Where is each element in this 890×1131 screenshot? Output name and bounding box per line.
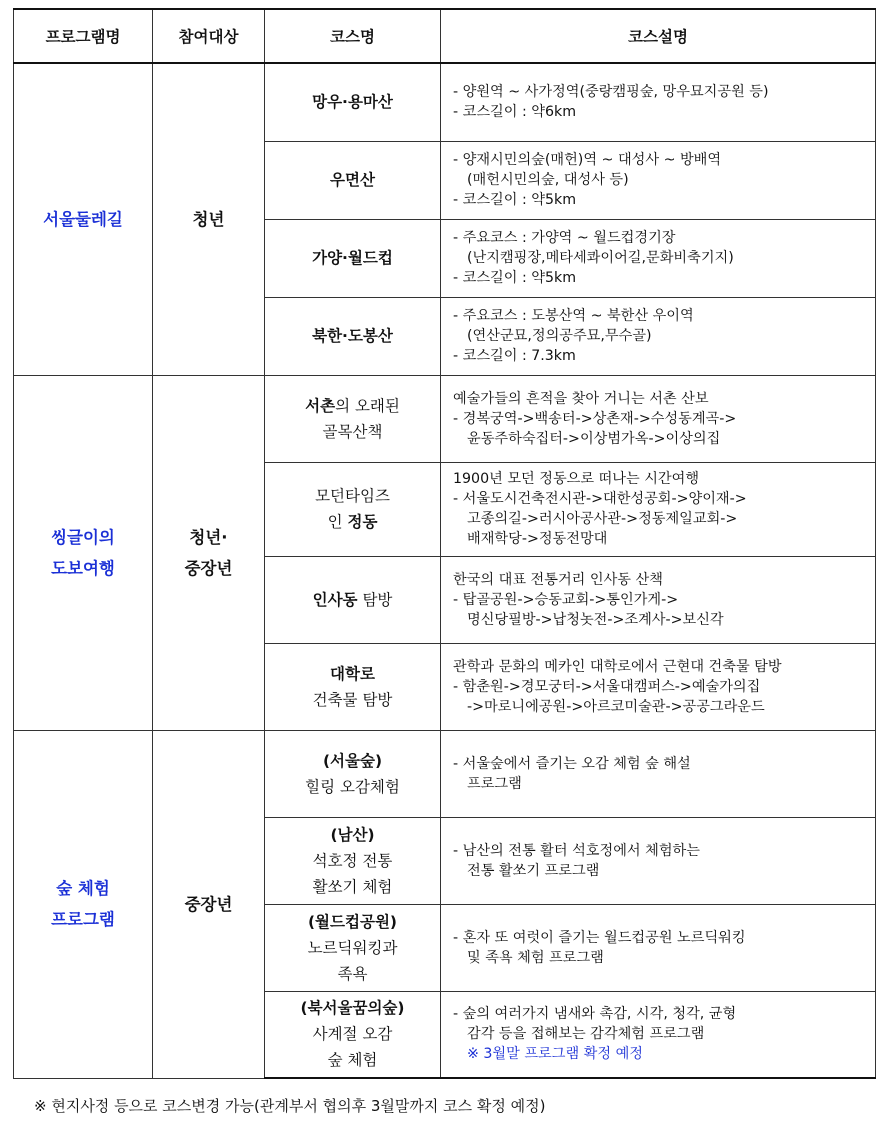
target-line: 청년: [192, 209, 225, 229]
course-name-line: [265, 89, 440, 115]
description-line: 한국의 대표 전통거리 인사동 산책: [453, 571, 663, 588]
course-name-line: [265, 774, 440, 800]
program-table: [13, 8, 876, 1079]
course-name-text: 의 오래된: [335, 396, 400, 415]
schedule-note: ※ 3월말 프로그램 확정 예정: [467, 1046, 644, 1063]
header-row: [14, 9, 876, 63]
course-name-line: [265, 323, 440, 349]
course-name-text: 북한·도봉산: [312, 327, 393, 345]
course-name-cell: [265, 297, 441, 375]
target-cell: [153, 375, 265, 730]
description-line: 예술가들의 흔적을 찾아 거니는 서촌 산보: [453, 390, 709, 407]
table-row: [14, 63, 876, 141]
description-line: - 경복궁역->백송터->상촌재->수성동계곡->: [453, 410, 737, 427]
program-name-line: 씽글이의: [51, 527, 115, 547]
course-description-cell: [441, 991, 876, 1078]
course-description-cell: [441, 556, 876, 643]
course-name-text: 석호정 전통: [312, 851, 393, 870]
description-line: - 함춘원->경모궁터->서울대캠퍼스->예술가의집: [453, 678, 761, 695]
course-description-cell: [441, 63, 876, 141]
header-program-name: 프로그램명: [14, 9, 153, 63]
description-line: - 코스길이 : 약6km: [453, 104, 577, 121]
course-name-line: [265, 687, 440, 713]
header-course-name: 코스명: [265, 9, 441, 63]
description-line: 프로그램: [467, 775, 522, 792]
course-name-line: [265, 1047, 440, 1073]
course-description-cell: [441, 462, 876, 556]
description-line: 관학과 문화의 메카인 대학로에서 근현대 건축물 탐방: [453, 658, 782, 675]
course-name-text: (서울숲): [322, 751, 383, 770]
course-name-text: (월드컵공원): [307, 912, 398, 931]
description-line: 감각 등을 접해보는 감각체험 프로그램: [467, 1026, 705, 1043]
course-name-line: [265, 393, 440, 419]
course-name-line: [265, 419, 440, 445]
course-name-text: 우면산: [330, 171, 375, 189]
description-line: - 주요코스 : 도봉산역 ~ 북한산 우이역: [453, 308, 694, 324]
program-name-line: 숲 체험: [56, 879, 110, 898]
description-line: (매헌시민의숲, 대성사 등): [467, 172, 629, 188]
description-line: (난지캠핑장,메타세콰이어길,문화비축기지): [467, 250, 734, 266]
description-line: 명신당필방->납청놋전->조계사->보신각: [467, 611, 724, 628]
course-name-cell: [265, 904, 441, 991]
description-line: - 남산의 전통 활터 석호정에서 체험하는: [453, 842, 700, 859]
description-line: - 코스길이 : 약5km: [453, 270, 577, 286]
course-name-text: (남산): [330, 825, 375, 844]
course-description-cell: [441, 141, 876, 219]
table-row: [14, 730, 876, 817]
program-name-cell: [14, 63, 153, 375]
description-line: - 양재시민의숲(매헌)역 ~ 대성사 ~ 방배역: [453, 152, 722, 168]
course-name-text: 족욕: [337, 964, 368, 983]
course-description-cell: [441, 904, 876, 991]
course-name-text: 노르딕워킹과: [307, 938, 398, 957]
course-name-line: [265, 587, 440, 613]
course-name-text: 활쏘기 체험: [312, 877, 393, 896]
course-name-text: 힐링 오감체험: [305, 777, 400, 796]
course-name-line: [265, 748, 440, 774]
course-name-line: [265, 822, 440, 848]
course-name-line: [265, 909, 440, 935]
description-line: 및 족욕 체험 프로그램: [467, 949, 604, 966]
description-line: - 숲의 여러가지 냄새와 촉감, 시각, 청각, 균형: [453, 1006, 737, 1023]
course-name-text: 대학로: [330, 664, 375, 683]
course-name-text: 인사동: [312, 590, 358, 609]
course-description-cell: [441, 375, 876, 462]
course-name-line: [265, 874, 440, 900]
course-name-cell: [265, 991, 441, 1078]
course-name-cell: [265, 556, 441, 643]
description-line: 배재학당->정동전망대: [467, 531, 608, 547]
course-name-line: [265, 483, 440, 509]
course-name-cell: [265, 141, 441, 219]
program-name-line: 서울둘레길: [43, 209, 123, 229]
description-line: - 탑골공원->승동교회->통인가게->: [453, 591, 679, 608]
header-course-description: 코스설명: [441, 9, 876, 63]
course-name-text: 가양·월드컵: [312, 249, 393, 267]
course-name-text: 건축물 탐방: [312, 690, 393, 709]
course-name-cell: [265, 375, 441, 462]
course-name-text: 모던타임즈: [315, 487, 390, 505]
course-name-text: 서촌: [305, 396, 336, 415]
description-line: 윤동주하숙집터->이상범가옥->이상의집: [467, 430, 721, 447]
course-name-cell: [265, 817, 441, 904]
table-body: [14, 63, 876, 1078]
course-name-cell: [265, 219, 441, 297]
program-name-line: 도보여행: [51, 558, 115, 578]
description-line: - 혼자 또 여럿이 즐기는 월드컵공원 노르딕워킹: [453, 929, 746, 946]
course-name-line: [265, 661, 440, 687]
course-name-cell: [265, 730, 441, 817]
course-name-text: 정동: [347, 513, 378, 531]
description-line: (연산군묘,정의공주묘,무수골): [467, 328, 652, 344]
course-name-text: 탐방: [357, 590, 393, 609]
description-line: - 코스길이 : 7.3km: [453, 348, 576, 364]
course-name-line: [265, 1021, 440, 1047]
description-line: ->마로니에공원->아르코미술관->공공그라운드: [467, 698, 765, 715]
description-line: 1900년 모던 정동으로 떠나는 시간여행: [453, 471, 700, 487]
course-name-line: [265, 848, 440, 874]
description-line: - 서울도시건축전시관->대한성공회->양이재->: [453, 491, 747, 507]
description-line: - 주요코스 : 가양역 ~ 월드컵경기장: [453, 230, 676, 246]
target-cell: [153, 730, 265, 1078]
description-line: - 코스길이 : 약5km: [453, 192, 577, 208]
course-name-line: [265, 961, 440, 987]
header-target: 참여대상: [153, 9, 265, 63]
course-name-text: 인: [327, 513, 348, 531]
course-description-cell: [441, 297, 876, 375]
course-name-cell: [265, 462, 441, 556]
course-description-cell: [441, 219, 876, 297]
target-line: 중장년: [184, 558, 233, 578]
course-name-line: [265, 995, 440, 1021]
description-line: - 양원역 ~ 사가정역(중랑캠핑숲, 망우묘지공원 등): [453, 84, 769, 101]
course-name-text: 숲 체험: [327, 1051, 378, 1070]
target-cell: [153, 63, 265, 375]
description-line: - 서울숲에서 즐기는 오감 체험 숲 해설: [453, 755, 691, 772]
footnote: ※ 현지사정 등으로 코스변경 가능(관계부서 협의후 3월말까지 코스 확정 예정): [34, 1097, 546, 1115]
course-description-cell: [441, 817, 876, 904]
description-line: 전통 활쏘기 프로그램: [467, 862, 600, 879]
course-description-cell: [441, 730, 876, 817]
course-name-line: [265, 935, 440, 961]
course-name-cell: [265, 63, 441, 141]
course-name-text: 골목산책: [322, 422, 383, 441]
course-name-line: [265, 167, 440, 193]
course-description-cell: [441, 643, 876, 730]
program-name-cell: [14, 730, 153, 1078]
course-name-line: [265, 509, 440, 535]
course-name-text: 사계절 오감: [312, 1025, 393, 1044]
course-name-text: 망우·용마산: [312, 93, 393, 112]
description-line: 고종의길->러시아공사관->정동제일교회->: [467, 511, 738, 527]
program-name-line: 프로그램: [51, 910, 115, 929]
course-name-cell: [265, 643, 441, 730]
target-line: 청년·: [189, 527, 228, 547]
course-name-line: [265, 245, 440, 271]
target-line: 중장년: [184, 894, 233, 914]
program-name-cell: [14, 375, 153, 730]
table-row: [14, 375, 876, 462]
course-name-text: (북서울꿈의숲): [300, 999, 405, 1018]
